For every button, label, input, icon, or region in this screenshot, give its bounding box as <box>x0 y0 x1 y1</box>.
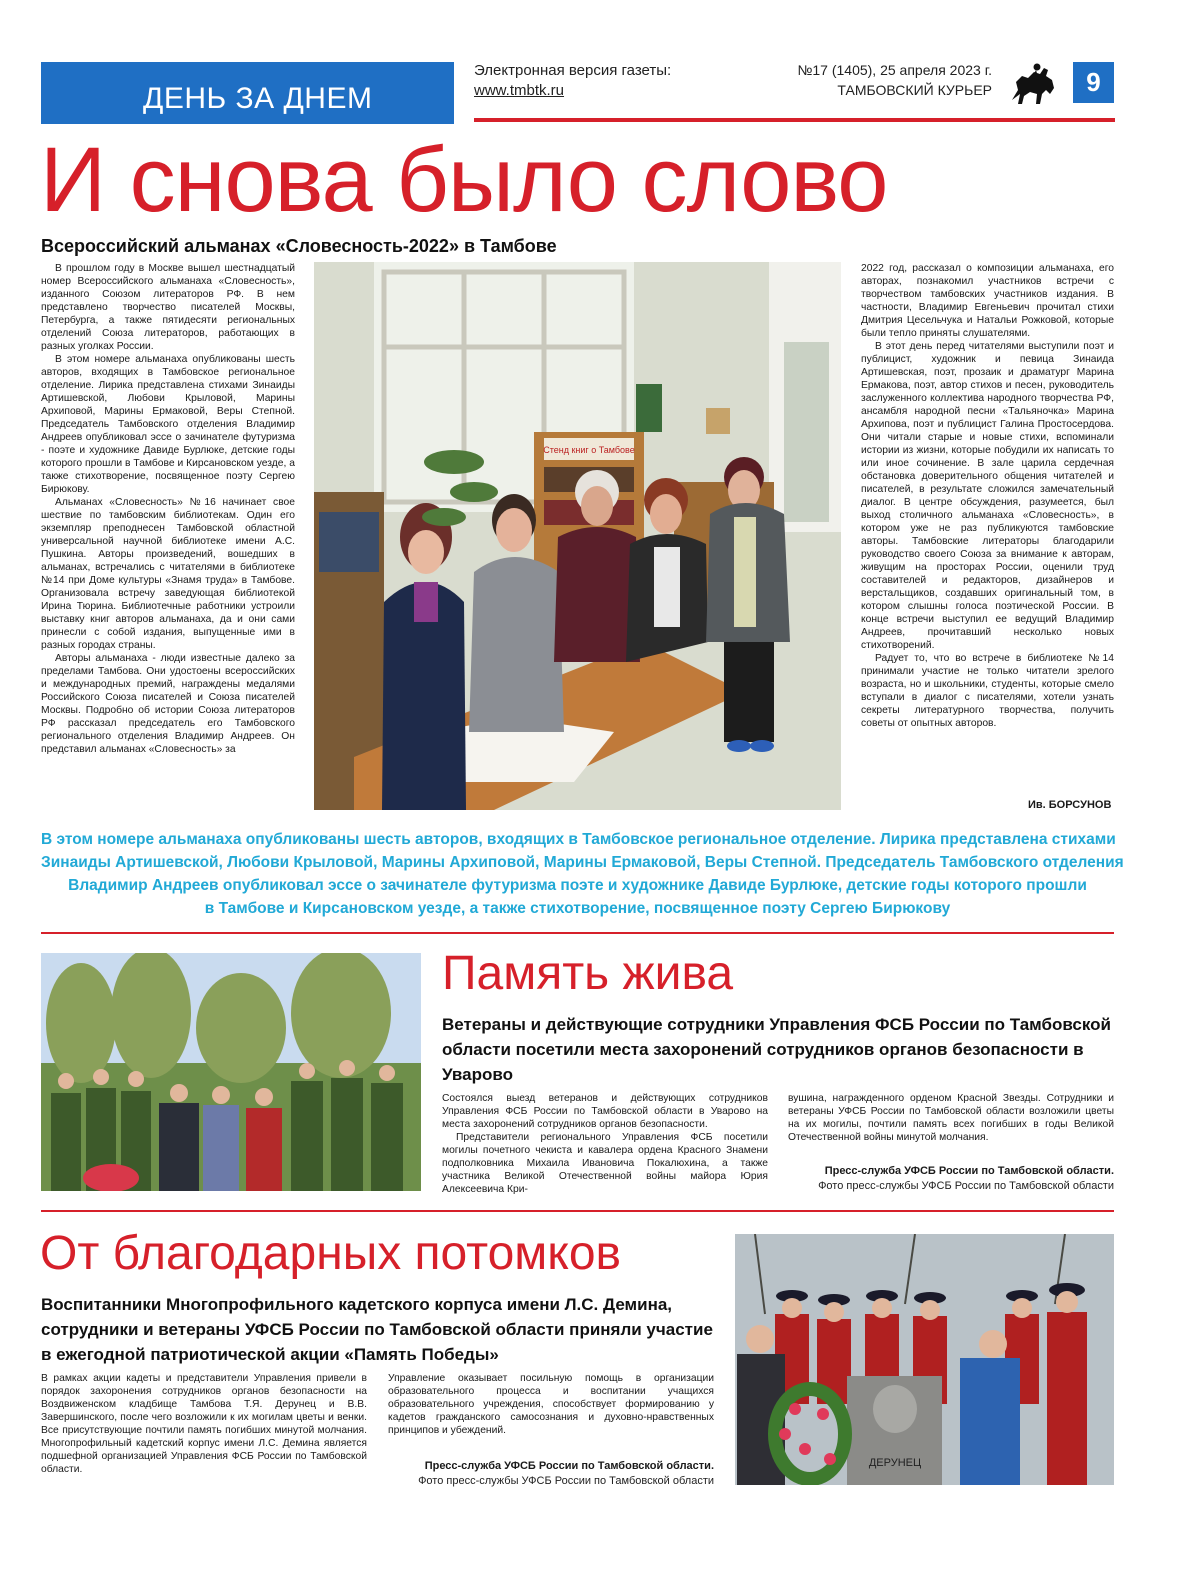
section-divider <box>41 1210 1114 1212</box>
article1-column-2 <box>861 262 1114 792</box>
article1-paragraph: Радует то, что во встрече в библиотеке №14 принимали участие не только читатели зрелого возраста, но и школьники, студенты, которые смело вступали в диалог с писателями, хотели узнать секреты литературного творчества, получить советы от опытных авторов. <box>861 653 1114 729</box>
pull-quote-line: В этом номере альманаха опубликованы шесть авторов, входящих в Тамбовское региональное отделение. Лирика представлена стихами <box>41 831 1116 848</box>
article3-column-2 <box>388 1372 714 1444</box>
electronic-version-label: Электронная версия газеты: <box>474 62 672 79</box>
article1-paragraph: В этом номере альманаха опубликованы шесть авторов, входящих в Тамбовское региональное отделение. Лирика представлена стихами Зинаиды Артишевской, Любови Крыловой, Марины Архиповой, Марины Ермаковой, Веры Степной. Председатель Тамбовского отделения Владимир Андреев опубликовал эссе о зачинателе футуризма - поэте и художнике Давиде Бурлюке, детские годы которого прошли в Тамбове и Кирсановском уезде, а также стихотворение, посвященное поэту Сергею Бирюкову. <box>41 354 295 495</box>
pull-quote-line: Зинаиды Артишевской, Любови Крыловой, Марины Архиповой, Марины Ермаковой, Веры Степной. Председатель Тамбовского отделения <box>41 854 1124 871</box>
article3-credit: Пресс-служба УФСБ России по Тамбовской области. <box>424 1460 714 1472</box>
article2-photo-credit: Фото пресс-службы УФСБ России по Тамбовской области <box>818 1180 1114 1192</box>
section-divider <box>41 932 1114 934</box>
cadets-memorial-photo <box>735 1234 1114 1485</box>
pull-quote <box>41 828 1124 920</box>
header-rule <box>474 118 1115 122</box>
article1-subtitle: Всероссийский альманах «Словесность-2022» в Тамбове <box>41 236 557 256</box>
article1-paragraph: 2022 год, рассказал о композиции альманаха, его авторах, познакомил участников встречи с творчеством тамбовских участников издания. В частности, Владимир Евгеньевич прочитал стихи Дмитрия Цесельчука и Натальи Рожковой, которые были тепло приняты слушателями. <box>861 263 1114 339</box>
pull-quote-line: в Тамбове и Кирсановском уезде, а также стихотворение, посвященное поэту Сергею Бирюкову <box>204 900 951 917</box>
uvarovo-memorial-photo <box>41 953 421 1191</box>
article2-paragraph: вушина, награжденного орденом Красной Звезды. Сотрудники и ветераны УФСБ России по Тамбовской области возложили цветы на их могилы, почтили память всех погибших в годы Великой Отечественной войны минутой молчания. <box>788 1093 1114 1143</box>
article2-credit: Пресс-служба УФСБ России по Тамбовской области. <box>824 1165 1114 1177</box>
library-meeting-photo <box>314 262 841 810</box>
article1-paragraph: В этот день перед читателями выступили поэт и публицист, художник и певица Зинаида Артишевская, поэт, прозаик и драматург Марина Ермакова, поэт, автор стихов и песен, руководитель заслуженного коллектива народного творчества РФ, ансамбля народной песни «Тальяночка» Марина Архипова, поэт и публицист Галина Простосердова. Они читали старые и новые стихи, вспоминали истории из жизни, которые побудили их написать то или иное сочинение. В зале царила сердечная обстановка доверительного общения читателей и писателей, в результате сложился замечательный диалог. В центре обсуждения, разумеется, был выход столичного альманаха «Словесность», в котором уже не раз публикуются тамбовские авторы. Тамбовские литераторы благодарили руководство своего Союза за внимание к авторам, живущим на просторах России, оценили труд составителей и редакторов, дизайнеров и верстальщиков, создавших оригинальный том, в котором слышны голоса поэтической России. В конце встречи выступил ее ведущий Владимир Андреев, прочитавший несколько новых стихотворений. <box>861 341 1114 651</box>
article3-subtitle: Воспитанники Многопрофильного кадетского корпуса имени Л.С. Демина, сотрудники и ветераны УФСБ России по Тамбовской области приняли участие в ежегодной патриотической акции «Память Победы» <box>41 1295 713 1364</box>
article3-photo-credit: Фото пресс-службы УФСБ России по Тамбовской области <box>418 1475 714 1487</box>
article1-column-1 <box>41 262 295 812</box>
article1-author: Ив. БОРСУНОВ <box>1028 799 1112 811</box>
article3-paragraph: В рамках акции кадеты и представители Управления привели в порядок захоронения сотрудников органов безопасности на Воздвиженском кладбище Тамбова Т.Я. Дерунец и В.В. Завершинского, после чего возложили к их могилам цветы и венки. Все присутствующие почтили память погибших минутой молчания. Многопрофильный кадетский корпус имени Л.С. Демина является подшефной организацией Управления ФСБ России по Тамбовской области. <box>41 1373 367 1475</box>
article2-subtitle: Ветераны и действующие сотрудники Управления ФСБ России по Тамбовской области посетили места захоронений сотрудников органов безопасности в Уварово <box>442 1015 1112 1084</box>
article3-title: От благодарных потомков <box>40 1227 622 1280</box>
horse-rider-logo-icon <box>1006 60 1062 108</box>
article1-title: И снова было слово <box>40 129 888 231</box>
article3-paragraph: Управление оказывает посильную помощь в организации образовательного процесса и воспитании учащихся образовательного учреждения, способствует формированию у кадетов гражданского самосознания и духовно-нравственных принципов и убеждений. <box>388 1373 714 1436</box>
article3-column-1 <box>41 1372 367 1490</box>
article1-paragraph: В прошлом году в Москве вышел шестнадцатый номер Всероссийского альманаха «Словесность», изданного Союзом литераторов РФ. В нем представлено творчество писателей Москвы, Петербурга, а также пятидесяти региональных отделений Союза литераторов, работающих в разных уголках России. <box>41 263 295 352</box>
photo-sign-text: Стенд книг о Тамбове <box>543 445 635 455</box>
article2-paragraph: Представители регионального Управления ФСБ посетили могилы почетного чекиста и кавалера ордена Красного Знамени подполковника Михаила Ивановича Покалюхина, а также участника Великой Отечественной войны майора Юрия Алексеевича Кри- <box>442 1132 768 1194</box>
page-number: 9 <box>1073 62 1114 103</box>
article1-paragraph: Авторы альманаха - люди известные далеко за пределами Тамбова. Они удостоены всероссийских и международных премий, награждены медалями Российского Союза писателей и Союза писателей Москвы. Подробно об истории Союза литераторов РФ рассказал председатель его Тамбовского регионального отделения Владимир Андреев. Он представил альманах «Словесность» за <box>41 653 295 755</box>
article2-column-1 <box>442 1092 768 1194</box>
newspaper-name: ТАМБОВСКИЙ КУРЬЕР <box>837 82 992 98</box>
pull-quote-line: Владимир Андреев опубликовал эссе о зачинателе футуризма поэте и художнике Давиде Бурлюке, детские годы которого прошли <box>68 877 1087 894</box>
article1-paragraph: Альманах «Словесность» №16 начинает свое шествие по тамбовским библиотекам. Один его экземпляр преподнесен Тамбовской областной универсальной научной библиотеке имени А.С. Пушкина. Авторы произведений, вошедших в альманах, встречались с читателями в библиотеке №14 при Доме культуры «Знамя труда» в Тамбове. Организовала встречу заведующая библиотекой Ирина Тюрина. Библиотечные работники устроили выставку книг авторов альманаха, да и они сами принесли с собой издания, выпущенные ими в разных городах страны. <box>41 497 295 651</box>
section-rubric: ДЕНЬ ЗА ДНЕМ <box>41 62 454 124</box>
monument-inscription: ДЕРУНЕЦ <box>868 1457 922 1469</box>
article2-column-2 <box>788 1092 1114 1152</box>
issue-info: №17 (1405), 25 апреля 2023 г. <box>797 62 992 78</box>
article2-paragraph: Состоялся выезд ветеранов и действующих сотрудников Управления ФСБ России по Тамбовской области в Уварово на места захоронений сотрудников органов безопасности. <box>442 1093 768 1130</box>
website-link[interactable]: www.tmbtk.ru <box>474 82 565 99</box>
article2-title: Память жива <box>442 947 734 1000</box>
